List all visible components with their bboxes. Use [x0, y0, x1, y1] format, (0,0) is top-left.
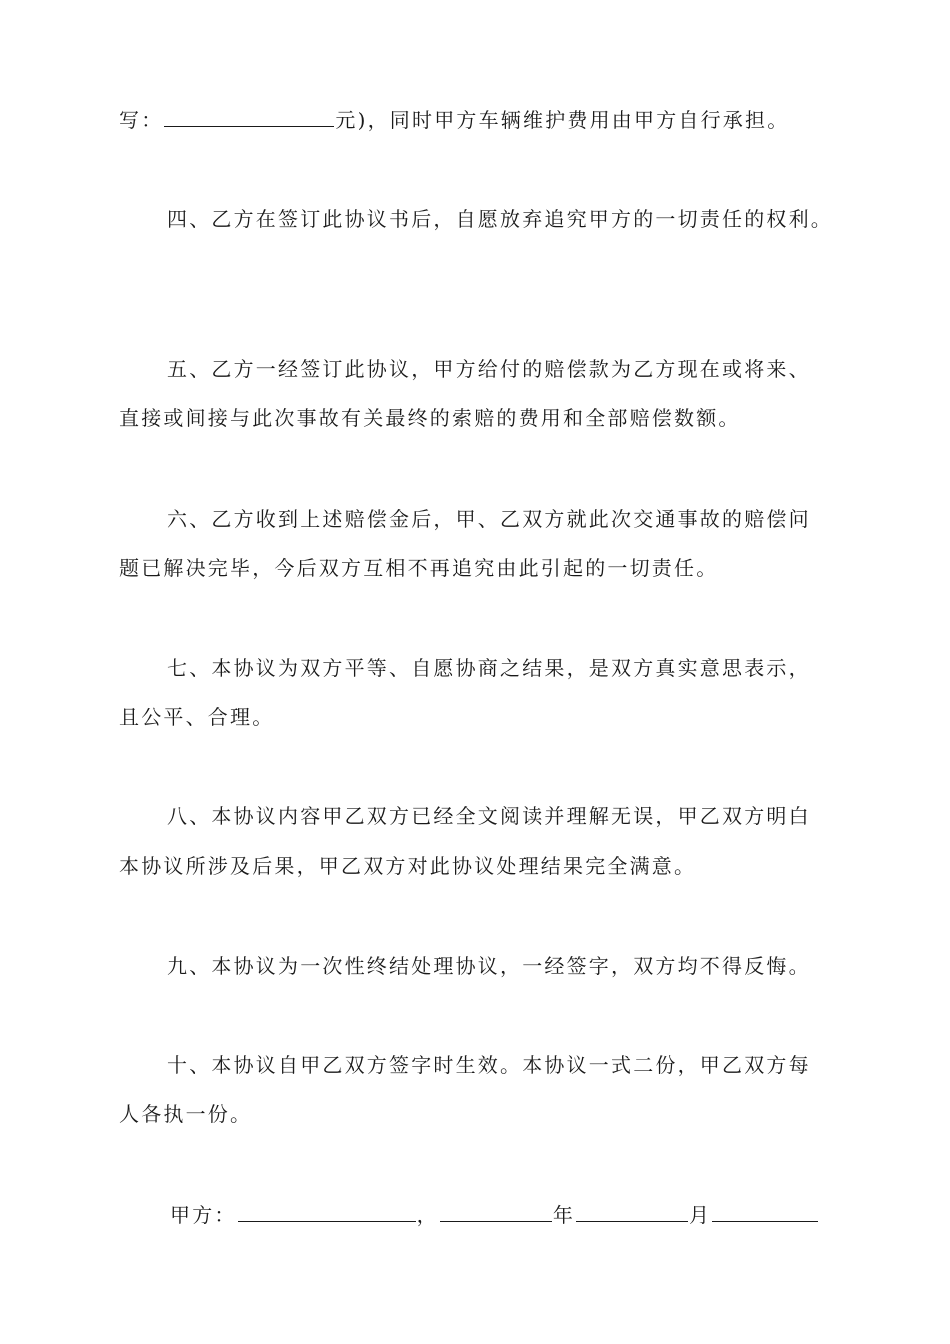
clause-10-line-2: 人各执一份。	[119, 1102, 253, 1126]
clause-10-line-1: 十、本协议自甲乙双方签字时生效。本协议一式二份，甲乙双方每	[167, 1053, 811, 1077]
amount-line-prefix: 写：	[119, 108, 164, 132]
day-blank[interactable]	[712, 1201, 818, 1222]
clause-6-line-2: 题已解决完毕，今后双方互相不再追究由此引起的一切责任。	[119, 556, 719, 580]
clause-5-line-2: 直接或间接与此次事故有关最终的索赔的费用和全部赔偿数额。	[119, 406, 741, 430]
amount-blank	[164, 106, 334, 127]
clause-6-line-1: 六、乙方收到上述赔偿金后，甲、乙双方就此次交通事故的赔偿问	[167, 507, 811, 531]
amount-line	[119, 106, 789, 134]
clause-8-line-1: 八、本协议内容甲乙双方已经全文阅读并理解无误，甲乙双方明白	[167, 804, 811, 828]
party-a-name-blank[interactable]	[238, 1201, 416, 1222]
clause-8-line-2: 本协议所涉及后果，甲乙双方对此协议处理结果完全满意。	[119, 854, 697, 878]
clause-7-line-1: 七、本协议为双方平等、自愿协商之结果，是双方真实意思表示，	[167, 656, 811, 680]
clause-9: 九、本协议为一次性终结处理协议，一经签字，双方均不得反悔。	[167, 954, 811, 978]
clause-7-line-2: 且公平、合理。	[119, 705, 275, 729]
year-blank[interactable]	[440, 1201, 552, 1222]
party-a-label: 甲方：	[170, 1203, 237, 1227]
signature-comma: ，	[416, 1203, 439, 1227]
month-label: 月	[689, 1203, 712, 1227]
clause-4: 四、乙方在签订此协议书后，自愿放弃追究甲方的一切责任的权利。	[167, 207, 833, 231]
month-blank[interactable]	[576, 1201, 688, 1222]
clause-5-line-1: 五、乙方一经签订此协议，甲方给付的赔偿款为乙方现在或将来、	[167, 357, 811, 381]
year-label: 年	[552, 1203, 576, 1227]
signature-line	[170, 1201, 819, 1229]
amount-line-suffix: 元)，同时甲方车辆维护费用由甲方自行承担。	[335, 108, 790, 132]
